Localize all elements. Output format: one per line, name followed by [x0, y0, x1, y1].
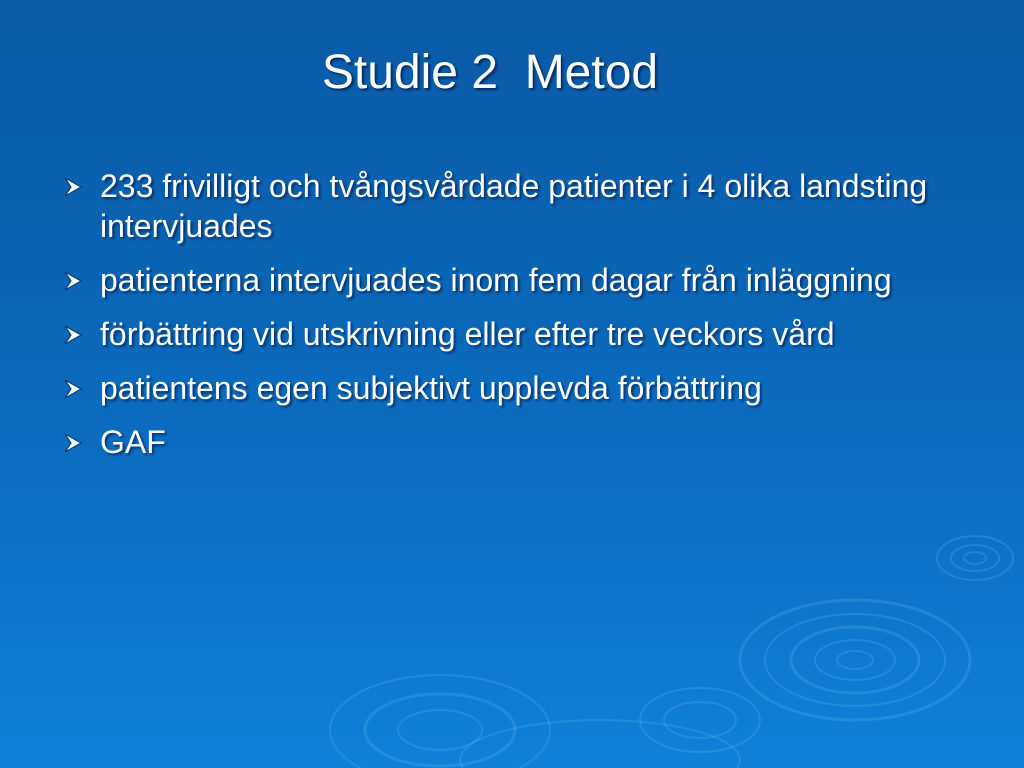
slide-title: Studie 2 Metod	[321, 46, 659, 99]
arrowhead-bullet-icon	[62, 378, 84, 400]
bullet-list	[62, 166, 972, 476]
bullet-text: GAF	[100, 424, 166, 460]
bullet-text: patienterna intervjuades inom fem dagar från inläggning	[100, 262, 892, 298]
bullet-text: patientens egen subjektivt upplevda förbättring	[100, 370, 762, 406]
list-item	[62, 260, 972, 300]
bullet-text: förbättring vid utskrivning eller efter tre veckors vård	[100, 316, 835, 352]
list-item	[62, 314, 972, 354]
bullet-text: 233 frivilligt och tvångsvårdade patienter i 4 olika landsting intervjuades	[100, 168, 928, 244]
list-item	[62, 368, 972, 408]
arrowhead-bullet-icon	[62, 324, 84, 346]
arrowhead-bullet-icon	[62, 432, 84, 454]
list-item	[62, 166, 972, 246]
arrowhead-bullet-icon	[62, 176, 84, 198]
arrowhead-bullet-icon	[62, 270, 84, 292]
list-item	[62, 422, 972, 462]
